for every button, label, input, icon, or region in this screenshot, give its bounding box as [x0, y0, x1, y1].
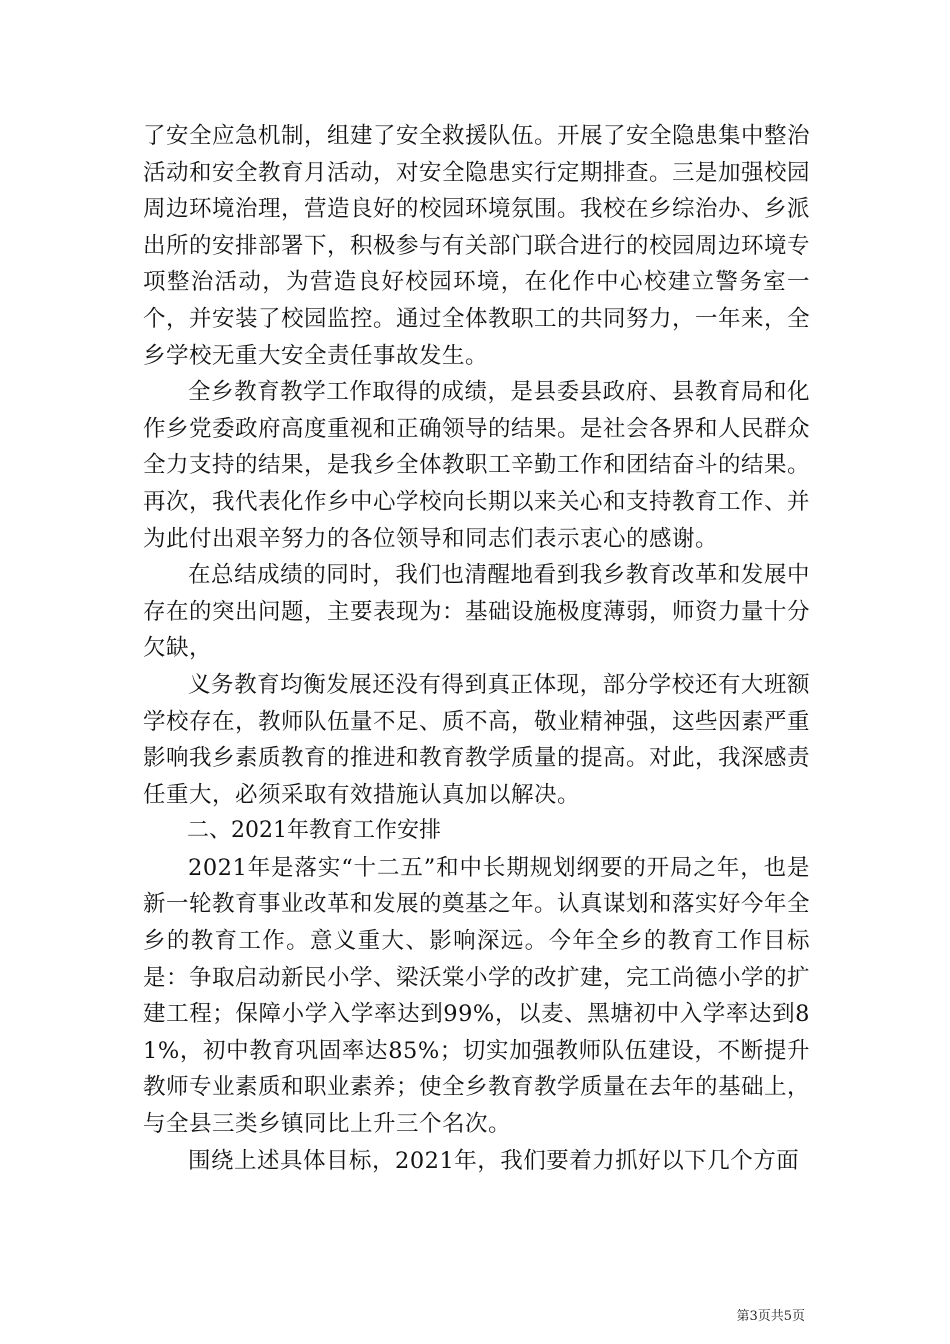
paragraph-safety-continued: 了安全应急机制，组建了安全救援队伍。开展了安全隐患集中整治活动和安全教育月活动，对安全隐患实行定期排查。三是加强校园周边环境治理，营造良好的校园环境氛围。我校在乡综治办、乡派出所的安排部署下，积极参与有关部门联合进行的校园周边环境专项整治活动，为营造良好校园环境，在化作中心校建立警务室一个，并安装了校园监控。通过全体教职工的共同努力，一年来，全乡学校无重大安全责任事故发生。 — [143, 123, 811, 369]
paragraph-problems: 在总结成绩的同时，我们也清醒地看到我乡教育改革和发展中存在的突出问题，主要表现为：基础设施极度薄弱，师资力量十分欠缺， — [143, 562, 811, 662]
section-heading-2021-plan: 二、2021年教育工作安排 — [187, 818, 441, 844]
paragraph-balanced-development: 义务教育均衡发展还没有得到真正体现，部分学校还有大班额学校存在，教师队伍量不足、质不高，敬业精神强，这些因素严重影响我乡素质教育的推进和教育教学质量的提高。对此，我深感责任重大，必须采取有效措施认真加以解决。 — [143, 671, 811, 808]
paragraph-achievements: 全乡教育教学工作取得的成绩，是县委县政府、县教育局和化作乡党委政府高度重视和正确领导的结果。是社会各界和人民群众全力支持的结果，是我乡全体教职工辛勤工作和团结奋斗的结果。再次，我代表化作乡中心学校向长期以来关心和支持教育工作、并为此付出艰辛努力的各位领导和同志们表示衷心的感谢。 — [143, 379, 811, 552]
paragraph-focus-areas: 围绕上述具体目标，2021年，我们要着力抓好以下几个方面 — [188, 1147, 800, 1174]
page-number-footer: 第3页共5页 — [736, 1309, 805, 1324]
document-body — [143, 118, 810, 1179]
paragraph-2021-goals: 2021年是落实“十二五”和中长期规划纲要的开局之年，也是新一轮教育事业改革和发展的奠基之年。认真谋划和落实好今年全乡的教育工作。意义重大、影响深远。今年全乡的教育工作目标是：争取启动新民小学、梁沃棠小学的改扩建，完工尚德小学的扩建工程；保障小学入学率达到99%，以麦、黑塘初中入学率达到81%，初中教育巩固率达85%；切实加强教师队伍建设，不断提升教师专业素质和职业素养；使全乡教育教学质量在去年的基础上，与全县三类乡镇同比上升三个名次。 — [143, 854, 811, 1138]
